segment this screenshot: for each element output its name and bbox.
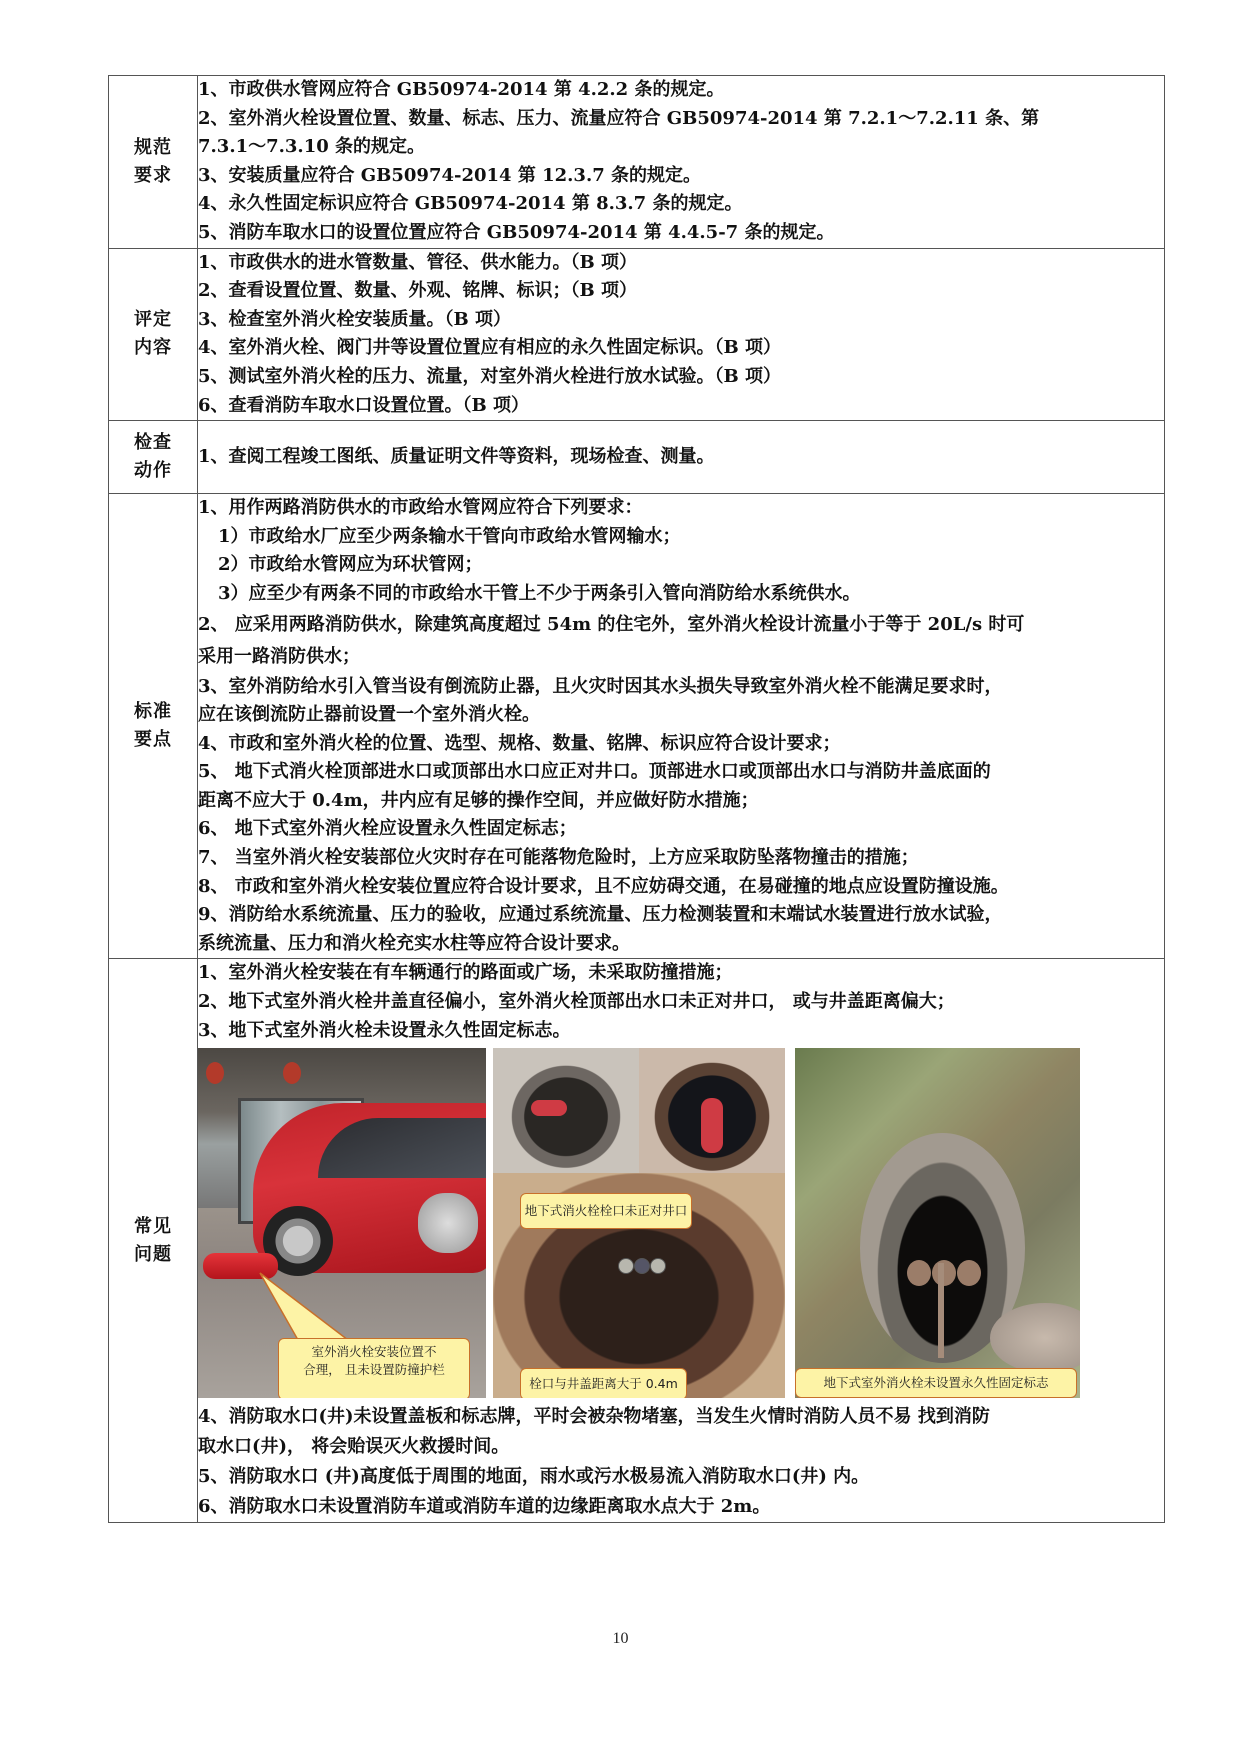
list-item: 1、室外消火栓安装在有车辆通行的路面或广场，未采取防撞措施； [198,962,733,984]
row-label [109,76,198,249]
list-item: 3、检查室外消火栓安装质量。（B 项） [198,308,512,330]
list-item: 系统流量、压力和消火栓充实水柱等应符合设计要求。 [198,932,630,954]
label-line: 问题 [134,1243,172,1265]
row-specification-requirements [109,76,1165,249]
list-item: 3、安装质量应符合 GB50974-2014 第 12.3.7 条的规定。 [198,164,701,186]
label-line: 动作 [134,460,172,482]
list-item: 2、 应采用两路消防供水，除建筑高度超过 54m 的住宅外，室外消火栓设计流量小于等于 20L/s 时可 [198,613,1025,635]
list-item: 2、查看设置位置、数量、外观、铭牌、标识；（B 项） [198,280,638,302]
row-inspection-actions [109,421,1165,494]
caption-line: 合理， 且未设置防撞护栏 [303,1362,445,1378]
list-item: 7.3.1～7.3.10 条的规定。 [198,136,426,158]
list-item: 4、消防取水口(井)未设置盖板和标志牌，平时会被杂物堵塞，当发生火情时消防人员不易 找到消防 [198,1406,990,1428]
label-line: 规范 [134,136,172,158]
photo-manhole-no-marker [795,1048,1080,1398]
list-item: 5、测试室外消火栓的压力、流量，对室外消火栓进行放水试验。（B 项） [198,365,782,387]
list-item: 4、永久性固定标识应符合 GB50974-2014 第 8.3.7 条的规定。 [198,193,743,215]
row-label [109,248,198,421]
row-content [198,76,1165,249]
list-item: 6、 地下式室外消火栓应设置永久性固定标志； [198,818,577,840]
well-image [639,1048,785,1173]
list-item: 应在该倒流防止器前设置一个室外消火栓。 [198,704,540,726]
page-number: 10 [612,1630,629,1647]
list-item: 1、市政供水的进水管数量、管径、供水能力。（B 项） [198,251,638,273]
photo-strip [198,1048,1164,1400]
list-item: 6、消防取水口未设置消防车道或消防车道的边缘距离取水点大于 2m。 [198,1496,771,1518]
photo-hydrant-near-car [198,1048,486,1398]
inspection-spec-table [108,75,1165,1523]
list-item: 1、用作两路消防供水的市政给水管网应符合下列要求： [198,497,643,519]
label-line: 要点 [134,729,172,751]
manhole-lid [990,1303,1080,1373]
list-item: 3、室外消防给水引入管当设有倒流防止器，且火灾时因其水头损失导致室外消火栓不能满足要求时， [198,675,1003,697]
row-common-problems [109,959,1165,1523]
row-label [109,494,198,959]
valve-stem [938,1263,944,1358]
list-item: 4、市政和室外消火栓的位置、选型、规格、数量、铭牌、标识应符合设计要求； [198,732,841,754]
valve-knob [701,1098,723,1153]
list-item: 3、地下式室外消火栓未设置永久性固定标志。 [198,1019,571,1041]
outlet-caps [618,1258,666,1274]
row-evaluation-content [109,248,1165,421]
photo-caption [278,1338,470,1398]
well-image [493,1048,639,1173]
photo-caption: 栓口与井盖距离大于 0.4m [520,1368,687,1398]
row-label [109,959,198,1523]
valve-knob [531,1100,567,1116]
list-item: 7、 当室外消火栓安装部位火灾时存在可能落物危险时，上方应采取防坠落物撞击的措施； [198,847,919,869]
list-subitem: 1）市政给水厂应至少两条输水干管向市政给水管网输水； [218,525,681,547]
list-item: 2、室外消火栓设置位置、数量、标志、压力、流量应符合 GB50974-2014 第 7.2.1～7.2.11 条、第 [198,107,1040,129]
list-item: 6、查看消防车取水口设置位置。（B 项） [198,394,530,416]
list-item: 4、室外消火栓、阀门井等设置位置应有相应的永久性固定标识。（B 项） [198,337,782,359]
list-item: 距离不应大于 0.4m，井内应有足够的操作空间，并应做好防水措施； [198,789,759,811]
label-line: 评定 [134,309,172,331]
list-item: 5、消防取水口 (井)高度低于周围的地面，雨水或污水极易流入消防取水口(井) 内。 [198,1466,870,1488]
label-line: 要求 [134,164,172,186]
photo-caption: 地下式消火栓栓口未正对井口 [520,1193,692,1229]
row-content [198,494,1165,959]
list-item: 采用一路消防供水； [198,645,360,667]
label-line: 检查 [134,432,172,454]
list-item: 5、消防车取水口的设置位置应符合 GB50974-2014 第 4.4.5-7 条的规定。 [198,221,835,243]
row-label [109,421,198,494]
photo-caption: 地下式室外消火栓未设置永久性固定标志 [795,1368,1077,1398]
caption-line: 室外消火栓安装位置不 [311,1344,437,1360]
row-standard-key-points [109,494,1165,959]
row-content [198,248,1165,421]
row-content [198,421,1165,494]
list-item: 8、 市政和室外消火栓安装位置应符合设计要求，且不应妨碍交通，在易碰撞的地点应设置防撞设施。 [198,875,1009,897]
label-line: 内容 [134,337,172,359]
hydrant-outlets [907,1260,982,1288]
row-content [198,959,1165,1523]
list-item: 取水口(井)， 将会贻误灭火救援时间。 [198,1436,510,1458]
label-line: 常见 [134,1215,172,1237]
list-item: 5、 地下式消火栓顶部进水口或顶部出水口应正对井口。顶部进水口或顶部出水口与消防井盖底面的 [198,761,991,783]
list-subitem: 3）应至少有两条不同的市政给水干管上不少于两条引入管向消防给水系统供水。 [218,582,861,604]
list-subitem: 2）市政给水管网应为环状管网； [218,554,483,576]
list-item: 9、消防给水系统流量、压力的验收，应通过系统流量、压力检测装置和末端试水装置进行放水试验， [198,904,1003,926]
label-line: 标准 [134,701,172,723]
photo-underground-hydrant-wells [493,1048,785,1398]
list-item: 1、查阅工程竣工图纸、质量证明文件等资料，现场检查、测量。 [198,445,715,467]
list-item: 2、地下式室外消火栓井盖直径偏小，室外消火栓顶部出水口未正对井口， 或与井盖距离偏大； [198,991,955,1013]
list-item: 1、市政供水管网应符合 GB50974-2014 第 4.2.2 条的规定。 [198,79,725,100]
